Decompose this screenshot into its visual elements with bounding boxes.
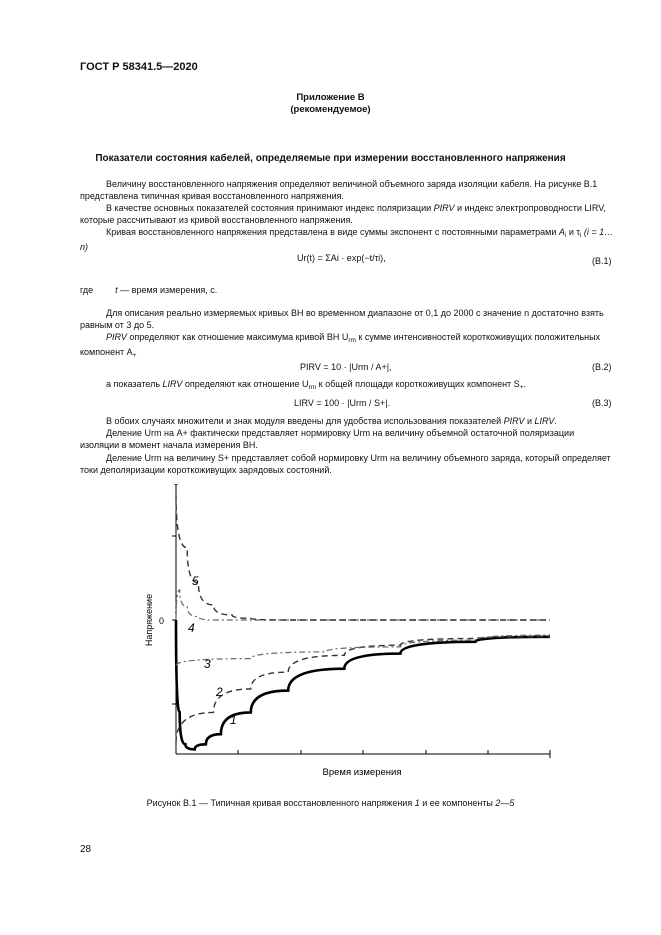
series-line-5 [176, 494, 550, 620]
pirv-term: PIRV [503, 416, 525, 426]
series-layer [176, 494, 550, 749]
t-definition: — время измерения, с. [117, 285, 218, 295]
series-line-1 [176, 620, 550, 749]
paragraph-6-mid: определяют как отношение U [182, 379, 309, 389]
paragraph-5 [80, 332, 614, 362]
formula-b1: Ur(t) = ΣAi · exp(−t/τi), [297, 253, 386, 263]
where-word: где [80, 285, 94, 295]
figure-caption [0, 798, 661, 808]
paragraph-7-text: В обоих случаях множители и знак модуля введены для удобства использования показателей [106, 416, 504, 426]
x-axis-label: Время измерения [322, 767, 402, 778]
caption-range: 2—5 [495, 798, 515, 808]
paragraph-1: Величину восстановленного напряжения определяют величиной объемного заряда изоляции кабеля. На рисунке В.1 представлена типичная кривая восстановленного напряжения. [80, 179, 598, 201]
caption-curve-1: 1 [414, 798, 420, 808]
index-range: (i = 1…n) [80, 227, 614, 252]
caption-mid: и ее компоненты [419, 798, 496, 808]
appendix-note: (рекомендуемое) [290, 104, 371, 115]
series-line-3 [176, 635, 550, 665]
paragraph-3-text: Кривая восстановленного напряжения представлена в виде суммы экспонент с постоянными параметрами [106, 227, 559, 237]
paragraph-2-text: В качестве основных показателей состояния принимают индекс поляризации [106, 203, 434, 213]
paragraph-2 [80, 203, 614, 227]
pirv-term: PIRV [106, 332, 127, 342]
paragraph-9: Деление Urm на величину S+ представляет собой нормировку Urm на величину объемного заряда, который определяет токи деполяризации короткоживущих зарядовых состояний. [80, 453, 611, 475]
paragraph-3: Кривая восстановленного напряжения представлена в виде суммы экспонент с постоянными параметрами $A_i$ и $\tau_i$ (i = 1…n) [80, 227, 614, 252]
formula-b1-number: (B.1) [592, 256, 612, 266]
where-clause [80, 285, 614, 297]
paragraph-6-rest: к общей площади короткоживущих компонент S [316, 379, 520, 389]
y-axis-label: Напряжение [144, 593, 154, 647]
paragraph-7 [80, 416, 614, 428]
pirv-term: PIRV [433, 203, 455, 213]
period: . [554, 416, 557, 426]
paragraph-4: Для описания реально измеряемых кривых ВН во временном диапазоне от 0,1 до 2000 с значение n достаточно взять равным от 3 до 5. [80, 308, 604, 330]
plus-sub: + [519, 384, 524, 391]
series-label-3: 3 [204, 657, 211, 671]
plus-sub: + [132, 351, 137, 359]
tau-symbol: и τ [566, 227, 580, 237]
period: . [523, 379, 526, 389]
series-label-4: 4 [188, 621, 195, 635]
paragraph-8: Деление Urm на A+ фактически представляет нормировку Urm на величину объемной остаточной поляризации изоляции в момент начала измерения ВН. [80, 428, 575, 450]
lirv-term: LIRV [162, 379, 183, 389]
a-index: i [564, 232, 567, 239]
conjunction: и [524, 416, 535, 426]
lirv-term: LIRV [534, 416, 555, 426]
paragraph-5-text: определяют как отношение максимума кривой ВН U [126, 332, 349, 342]
paragraph-5-rest: к сумме интенсивностей короткоживущих положительных компонент A [80, 332, 601, 357]
rm-sub: rm [348, 337, 356, 344]
page-number: 28 [80, 844, 92, 855]
rm-sub: rm [308, 384, 317, 391]
formula-b2-number: (B.2) [592, 362, 612, 372]
series-labels [188, 574, 237, 727]
formula-b3-number: (B.3) [592, 398, 612, 408]
y-tick-zero: 0 [158, 616, 164, 626]
section-title: Показатели состояния кабелей, определяемые при измерении восстановленного напряжения [95, 153, 566, 164]
series-label-5: 5 [192, 574, 199, 588]
t-symbol: t [115, 285, 118, 295]
formula-b3: LIRV = 100 · |Urm / S+|. [294, 398, 391, 408]
paragraph-6-text: а показатель [106, 379, 163, 389]
figure-b1-chart [130, 484, 570, 784]
formula-b2: PIRV = 10 · |Urm / A+|, [300, 362, 392, 372]
paragraph-2-rest: и индекс электропроводности LIRV, которые рассчитывают из кривой восстановленного напряжения. [80, 203, 606, 225]
caption-text: Рисунок В.1 — Типичная кривая восстановленного напряжения [146, 798, 415, 808]
appendix-title: Приложение В [296, 92, 365, 103]
a-symbol: A [558, 227, 565, 237]
standard-header: ГОСТ Р 58341.5—2020 [80, 61, 198, 73]
series-label-1: 1 [230, 713, 237, 727]
paragraph-6 [80, 379, 614, 394]
series-label-2: 2 [216, 685, 223, 699]
